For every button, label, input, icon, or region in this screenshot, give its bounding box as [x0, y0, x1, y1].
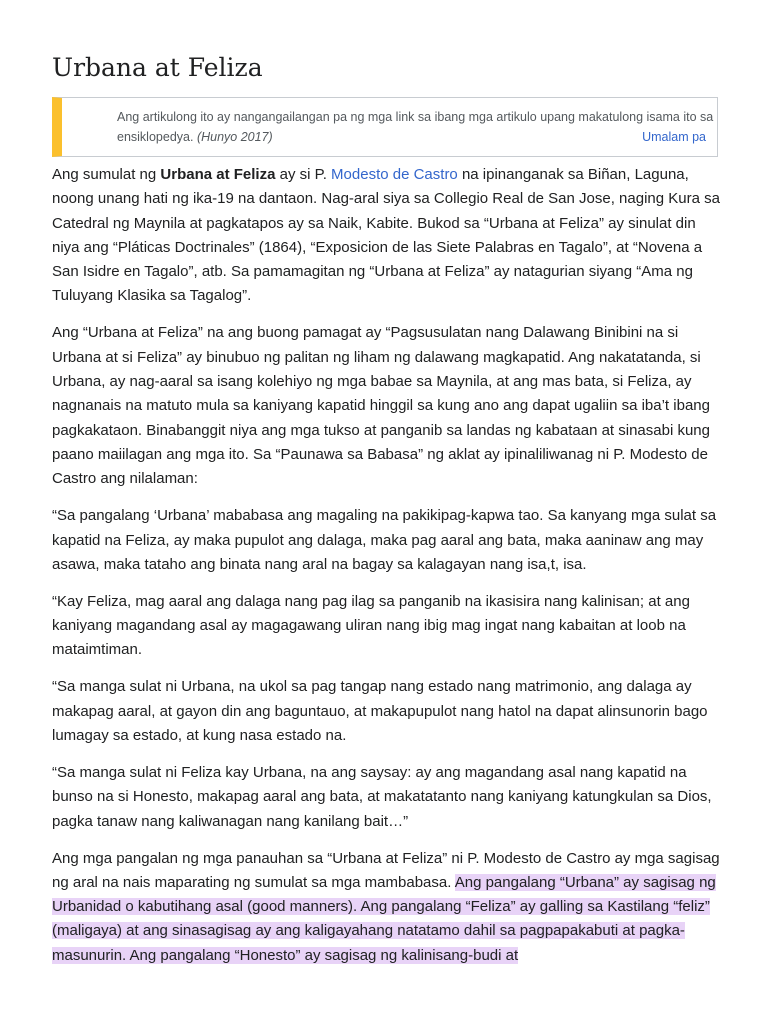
- notice-message: [117, 107, 715, 147]
- page-title: Urbana at Feliza: [52, 53, 263, 82]
- paragraph-text: Ang mga pangalan ng mga panauhan sa “Urbana at Feliza” ni P. Modesto de Castro ay mga sagisag ng aral na nais maparating ng sumulat sa mga mambabasa.: [52, 849, 720, 891]
- highlighted-text: Ang pangalang “Urbana” ay sagisag ng Urbanidad o kabutihang asal (good manners). Ang pangalang “Feliza” ay galling sa Kastilang “feliz” (maligaya) at ang sinasagisag ay ang kaligayahang natatamo dahil sa pagpapakabuti at pagka-masunurin. Ang pangalang “Honesto” ay sagisag ng kalinisang-budi at: [52, 873, 716, 964]
- notice-date: (Hunyo 2017): [196, 130, 273, 144]
- paragraph-text: ay si P.: [275, 166, 332, 183]
- bold-title-text: Urbana at Feliza: [160, 166, 276, 183]
- quote-paragraph-matrimonio: “Sa manga sulat ni Urbana, na ukol sa pag tangap nang estado nang matrimonio, ang dalaga ay makapag aaral, at gayon din ang baguntauo, at makapupulot nang hatol na dapat alinsunorin bago lumagay sa estado, at kung nasa estado na.: [52, 678, 708, 744]
- quote-paragraph-urbana: “Sa pangalang ‘Urbana’ mababasa ang magaling na pakikipag-kapwa tao. Sa kanyang mga sulat sa kapatid na Feliza, ay maka pupulot ang dalaga, maka pag aaral ang bata, maka aaninaw ang may asawa, maka tataho ang binata nang aral na bagay sa kalagayan nang isa,t, isa.: [52, 507, 717, 573]
- paragraph-text: Ang sumulat ng: [52, 166, 161, 183]
- paragraph-names-meaning: [52, 847, 722, 968]
- paragraph-text: na ipinanganak sa Biñan, Laguna, noong unang hati ng ika-19 na dantaon. Nag-aral siya sa Collegio Real de San Jose, naging Kura sa Catedral ng Maynila at pagkatapos ay sa Naik, Kabite. Bukod sa “Urbana at Feliza” ay sinulat din niya ang “Pláticas Doctrinales” (1864), “Exposicion de las Siete Palabras en Tagalo”, at “Novena a San Isidre en Tagalo”, atb. Sa pamamagitan ng “Urbana at Feliza” ay natagurian siyang “Ama ng Tuluyang Klasika sa Tagalog”.: [52, 166, 720, 305]
- paragraph-summary: Ang “Urbana at Feliza” na ang buong pamagat ay “Pagsusulatan nang Dalawang Binibini na si Urbana at si Feliza” ay binubuo ng palitan ng liham ng dalawang magkapatid. Ang nakatatanda, si Urbana, ay nag-aaral sa isang kolehiyo ng mga babae sa Maynila, at ang mas bata, si Feliza, ay nagnanais na matuto mula sa kaniyang kapatid hinggil sa kung ano ang dapat ugaliin sa iba’t ibang pagkakataon. Binabanggit niya ang mga tukso at panganib sa landas ng kabataan at sinasabi kung paano maiilagan ang mga ito. Sa “Paunawa sa Babasa” ng aklat ay ipinaliliwanag ni P. Modesto de Castro ang nilalaman:: [52, 324, 710, 488]
- quote-paragraph-honesto: “Sa manga sulat ni Feliza kay Urbana, na ang saysay: ay ang magandang asal nang kapatid na bunso na si Honesto, makapag aaral ang bata, at makatatanto nang kaniyang katungkulan sa Dios, pagka tanaw nang kaliwanagan nang kanilang bait…”: [52, 763, 712, 830]
- learn-more-link[interactable]: Umalam pa: [642, 130, 706, 144]
- quote-paragraph-feliza: “Kay Feliza, mag aaral ang dalaga nang pag ilag sa panganib na ikasisira nang kalinisan; at ang kaniyang magandang asal ay magagawang uliran nang ibig mag ingat nang kabaitan at loob na mataimtiman.: [52, 592, 690, 659]
- maintenance-notice-box: [52, 97, 718, 157]
- notice-text: Ang artikulong ito ay nangangailangan pa ng mga link sa ibang mga artikulo upang makatulong isama ito sa ensiklopedya.: [117, 110, 714, 144]
- article-body: [52, 163, 722, 981]
- paragraph-author: [52, 163, 722, 309]
- author-link[interactable]: Modesto de Castro: [331, 166, 458, 183]
